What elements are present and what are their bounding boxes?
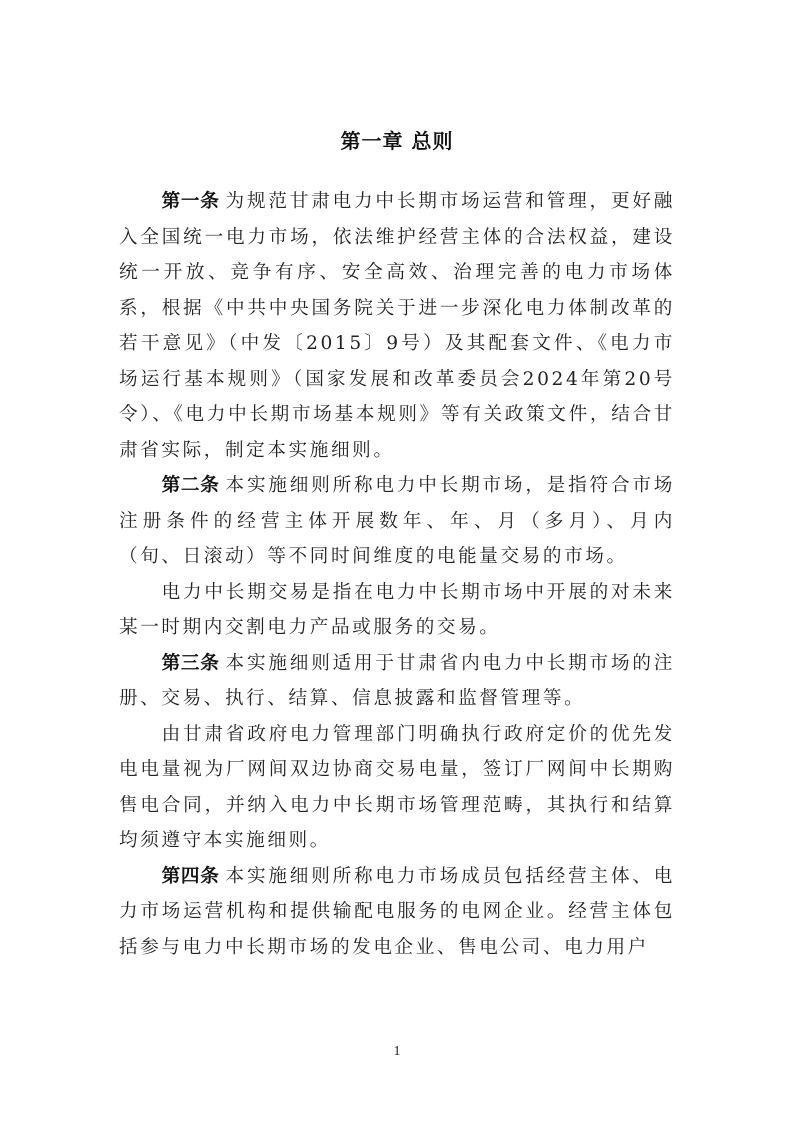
- article-text: 本实施细则适用于甘肃省内电力中长期市场的注册、交易、执行、结算、信息披露和监督管理等。: [119, 652, 675, 709]
- article-text: 为规范甘肃电力中长期市场运营和管理，更好融入全国统一电力市场，依法维护经营主体的合法权益，建设统一开放、竞争有序、安全高效、治理完善的电力市场体系，根据《中共中央国务院关于进一步深化电力体制改革的若干意见》（中发〔2015〕9号）及其配套文件、《电力市场运行基本规则》（国家发展和改革委员会2024年第20号令）、《电力中长期市场基本规则》等有关政策文件，结合甘肃省实际，制定本实施细则。: [119, 191, 675, 461]
- article-3-continuation-paragraph: [119, 717, 675, 859]
- article-2-continuation-paragraph: [119, 575, 675, 646]
- page-number: 1: [393, 1044, 401, 1059]
- document-body: [119, 184, 675, 965]
- article-label: 第三条: [161, 652, 220, 674]
- article-label: 第二条: [161, 475, 220, 496]
- paragraph-text: 电力中长期交易是指在电力中长期市场中开展的对未来某一时期内交割电力产品或服务的交易。: [119, 581, 675, 638]
- article-3-paragraph: [119, 646, 675, 717]
- article-label: 第一条: [161, 191, 220, 212]
- article-text: 本实施细则所称电力市场成员包括经营主体、电力市场运营机构和提供输配电服务的电网企业。经营主体包括参与电力中长期市场的发电企业、售电公司、电力用户: [119, 865, 675, 958]
- paragraph-text: 由甘肃省政府电力管理部门明确执行政府定价的优先发电电量视为厂网间双边协商交易电量，签订厂网间中长期购售电合同，并纳入电力中长期市场管理范畴，其执行和结算均须遵守本实施细则。: [119, 723, 675, 851]
- article-1-paragraph: [119, 184, 675, 468]
- chapter-title: 第一章 总则: [340, 129, 454, 153]
- article-text: 本实施细则所称电力中长期市场，是指符合市场注册条件的经营主体开展数年、年、月（多月）、月内（旬、日滚动）等不同时间维度的电能量交易的市场。: [119, 475, 675, 567]
- article-4-paragraph: [119, 859, 675, 966]
- article-2-paragraph: [119, 468, 675, 575]
- article-label: 第四条: [161, 865, 220, 887]
